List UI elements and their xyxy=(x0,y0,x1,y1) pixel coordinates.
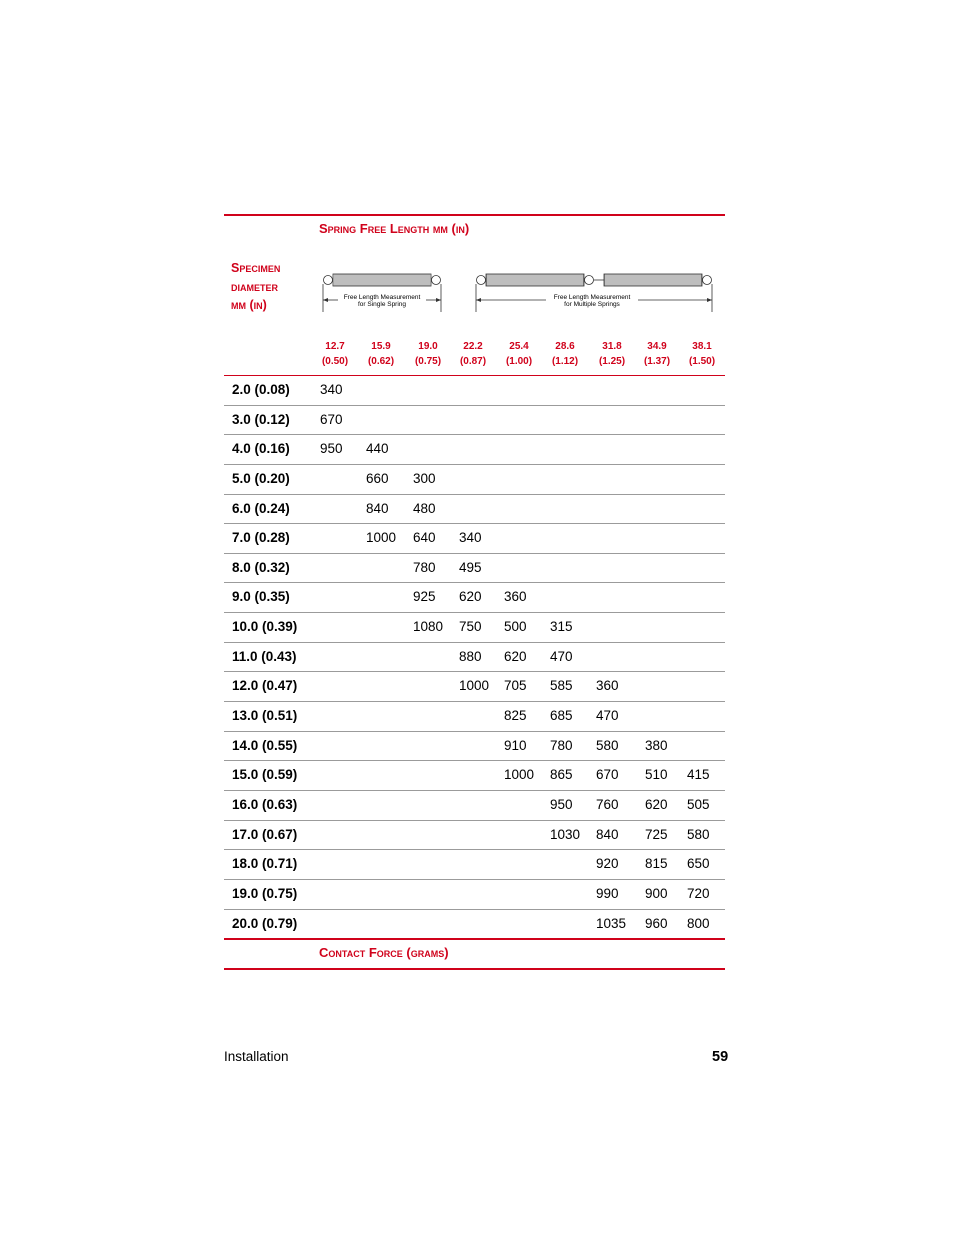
column-header-mm: 38.1 xyxy=(692,341,712,352)
contact-force-cell: 1000 xyxy=(459,678,490,694)
page-number: 59 xyxy=(712,1049,729,1065)
table-row xyxy=(224,554,725,584)
table-row xyxy=(224,613,725,643)
contact-force-cell: 470 xyxy=(596,708,619,724)
top-rule xyxy=(224,214,725,216)
table-row xyxy=(224,376,725,406)
contact-force-cell: 910 xyxy=(504,737,527,753)
specimen-diameter-label: 10.0 (0.39) xyxy=(232,619,298,635)
column-header-in: (1.12) xyxy=(551,356,579,367)
contact-force-cell: 950 xyxy=(320,441,343,457)
bottom-rule xyxy=(224,968,725,970)
table-row xyxy=(224,524,725,554)
table-row xyxy=(224,821,725,851)
contact-force-cell: 510 xyxy=(645,767,668,783)
contact-force-cell: 800 xyxy=(687,915,710,931)
column-header-in: (0.62) xyxy=(367,356,395,367)
contact-force-cell: 1030 xyxy=(550,826,581,842)
contact-force-cell: 340 xyxy=(320,382,343,397)
contact-force-title: Contact Force (grams) xyxy=(319,945,449,960)
contact-force-cell: 495 xyxy=(459,559,482,575)
contact-force-cell: 1035 xyxy=(596,915,627,931)
contact-force-cell: 840 xyxy=(596,826,619,842)
column-header xyxy=(310,339,360,369)
column-header-in: (1.37) xyxy=(643,356,671,367)
single-spring-caption-1: Free Length Measurement xyxy=(343,294,421,301)
contact-force-cell: 920 xyxy=(596,856,619,872)
contact-force-cell: 725 xyxy=(645,826,668,842)
contact-force-cell: 990 xyxy=(596,885,619,901)
multiple-springs-caption-2: for Multiple Springs xyxy=(564,301,620,308)
specimen-diameter-label: 17.0 (0.67) xyxy=(232,826,298,842)
table-row xyxy=(224,761,725,791)
specimen-diameter-label: 11.0 (0.43) xyxy=(232,648,297,664)
contact-force-cell: 840 xyxy=(366,500,389,516)
contact-force-table xyxy=(224,376,725,939)
contact-force-cell: 640 xyxy=(413,530,436,546)
specimen-diameter-label: 14.0 (0.55) xyxy=(232,737,298,753)
specimen-title-line-1: Specimen xyxy=(231,261,281,275)
contact-force-cell: 815 xyxy=(645,856,668,872)
multiple-springs-caption-1: Free Length Measurement xyxy=(553,294,631,301)
column-header-mm: 12.7 xyxy=(325,341,345,352)
contact-force-cell: 505 xyxy=(687,796,710,812)
contact-force-cell: 925 xyxy=(413,589,436,605)
column-header xyxy=(494,339,544,369)
contact-force-cell: 1000 xyxy=(366,530,397,546)
contact-force-cell: 1080 xyxy=(413,619,444,635)
specimen-diameter-label: 4.0 (0.16) xyxy=(232,441,290,457)
column-header xyxy=(632,339,682,369)
column-header-mm: 15.9 xyxy=(371,341,391,352)
footer-section-label: Installation xyxy=(224,1049,289,1064)
column-header-in: (0.75) xyxy=(414,356,442,367)
single-spring-caption-2: for Single Spring xyxy=(357,301,407,308)
contact-force-cell: 580 xyxy=(596,737,619,753)
specimen-diameter-label: 5.0 (0.20) xyxy=(232,470,290,486)
spring-free-length-title: Spring Free Length mm (in) xyxy=(319,221,470,236)
specimen-title-line-3: mm (in) xyxy=(231,298,267,312)
specimen-diameter-label: 9.0 (0.35) xyxy=(232,589,290,605)
specimen-diameter-label: 20.0 (0.79) xyxy=(232,915,298,931)
contact-force-cell: 480 xyxy=(413,500,436,516)
column-header xyxy=(403,339,453,369)
contact-force-cell: 825 xyxy=(504,708,527,724)
contact-force-cell: 620 xyxy=(459,589,482,605)
specimen-diameter-label: 2.0 (0.08) xyxy=(232,382,290,397)
contact-force-cell: 300 xyxy=(413,470,436,486)
column-header xyxy=(540,339,590,369)
contact-force-cell: 880 xyxy=(459,648,482,664)
contact-force-cell: 720 xyxy=(687,885,710,901)
column-headers xyxy=(0,339,954,371)
specimen-diameter-label: 16.0 (0.63) xyxy=(232,796,298,812)
table-row xyxy=(224,850,725,880)
contact-force-cell: 960 xyxy=(645,915,668,931)
contact-force-cell: 650 xyxy=(687,856,710,872)
table-row xyxy=(224,643,725,673)
contact-force-cell: 620 xyxy=(504,648,527,664)
column-header xyxy=(448,339,498,369)
column-header-mm: 25.4 xyxy=(509,341,529,352)
contact-force-cell: 685 xyxy=(550,708,573,724)
contact-force-cell: 360 xyxy=(504,589,527,605)
table-row xyxy=(224,435,725,465)
contact-force-cell: 470 xyxy=(550,648,573,664)
contact-force-cell: 380 xyxy=(645,737,668,753)
contact-force-cell: 440 xyxy=(366,441,389,457)
contact-force-cell: 620 xyxy=(645,796,668,812)
contact-force-cell: 340 xyxy=(459,530,482,546)
contact-force-cell: 750 xyxy=(459,619,482,635)
contact-force-cell: 705 xyxy=(504,678,527,694)
contact-force-cell: 780 xyxy=(550,737,573,753)
contact-force-cell: 360 xyxy=(596,678,619,694)
specimen-diameter-label: 7.0 (0.28) xyxy=(232,530,290,546)
specimen-diameter-label: 18.0 (0.71) xyxy=(232,856,298,872)
table-row xyxy=(224,495,725,525)
table-row xyxy=(224,583,725,613)
column-header xyxy=(587,339,637,369)
column-header-mm: 19.0 xyxy=(418,341,438,352)
column-header-mm: 34.9 xyxy=(647,341,667,352)
column-header xyxy=(356,339,406,369)
specimen-diameter-label: 19.0 (0.75) xyxy=(232,885,298,901)
column-header-mm: 31.8 xyxy=(602,341,622,352)
specimen-diameter-label: 3.0 (0.12) xyxy=(232,411,290,427)
column-header-mm: 28.6 xyxy=(555,341,575,352)
contact-force-cell: 670 xyxy=(320,411,343,427)
contact-force-cell: 415 xyxy=(687,767,710,783)
column-header-in: (1.00) xyxy=(505,356,533,367)
table-row xyxy=(224,910,725,940)
specimen-diameter-title xyxy=(231,259,280,315)
specimen-diameter-label: 12.0 (0.47) xyxy=(232,678,298,694)
table-row xyxy=(224,732,725,762)
table-bottom-rule xyxy=(224,938,725,940)
column-header-in: (0.87) xyxy=(459,356,487,367)
column-header-in: (1.50) xyxy=(688,356,716,367)
contact-force-cell: 585 xyxy=(550,678,573,694)
specimen-title-line-2: diameter xyxy=(231,279,278,294)
specimen-diameter-label: 8.0 (0.32) xyxy=(232,559,290,575)
column-header-in: (1.25) xyxy=(598,356,626,367)
specimen-diameter-label: 6.0 (0.24) xyxy=(232,500,290,516)
column-header-mm: 22.2 xyxy=(463,341,483,352)
contact-force-cell: 760 xyxy=(596,796,619,812)
contact-force-cell: 670 xyxy=(596,767,619,783)
table-row xyxy=(224,702,725,732)
contact-force-cell: 580 xyxy=(687,826,710,842)
column-header-in: (0.50) xyxy=(321,356,349,367)
contact-force-cell: 865 xyxy=(550,767,573,783)
table-row xyxy=(224,791,725,821)
table-row xyxy=(224,672,725,702)
contact-force-cell: 1000 xyxy=(504,767,535,783)
contact-force-cell: 660 xyxy=(366,470,389,486)
contact-force-cell: 780 xyxy=(413,559,436,575)
table-row xyxy=(224,465,725,495)
table-row xyxy=(224,406,725,436)
spring-length-diagram xyxy=(320,270,720,316)
specimen-diameter-label: 15.0 (0.59) xyxy=(232,767,298,783)
specimen-diameter-label: 13.0 (0.51) xyxy=(232,708,298,724)
contact-force-cell: 900 xyxy=(645,885,668,901)
contact-force-cell: 950 xyxy=(550,796,573,812)
contact-force-cell: 315 xyxy=(550,619,573,635)
column-header xyxy=(677,339,727,369)
table-row xyxy=(224,880,725,910)
contact-force-cell: 500 xyxy=(504,619,527,635)
